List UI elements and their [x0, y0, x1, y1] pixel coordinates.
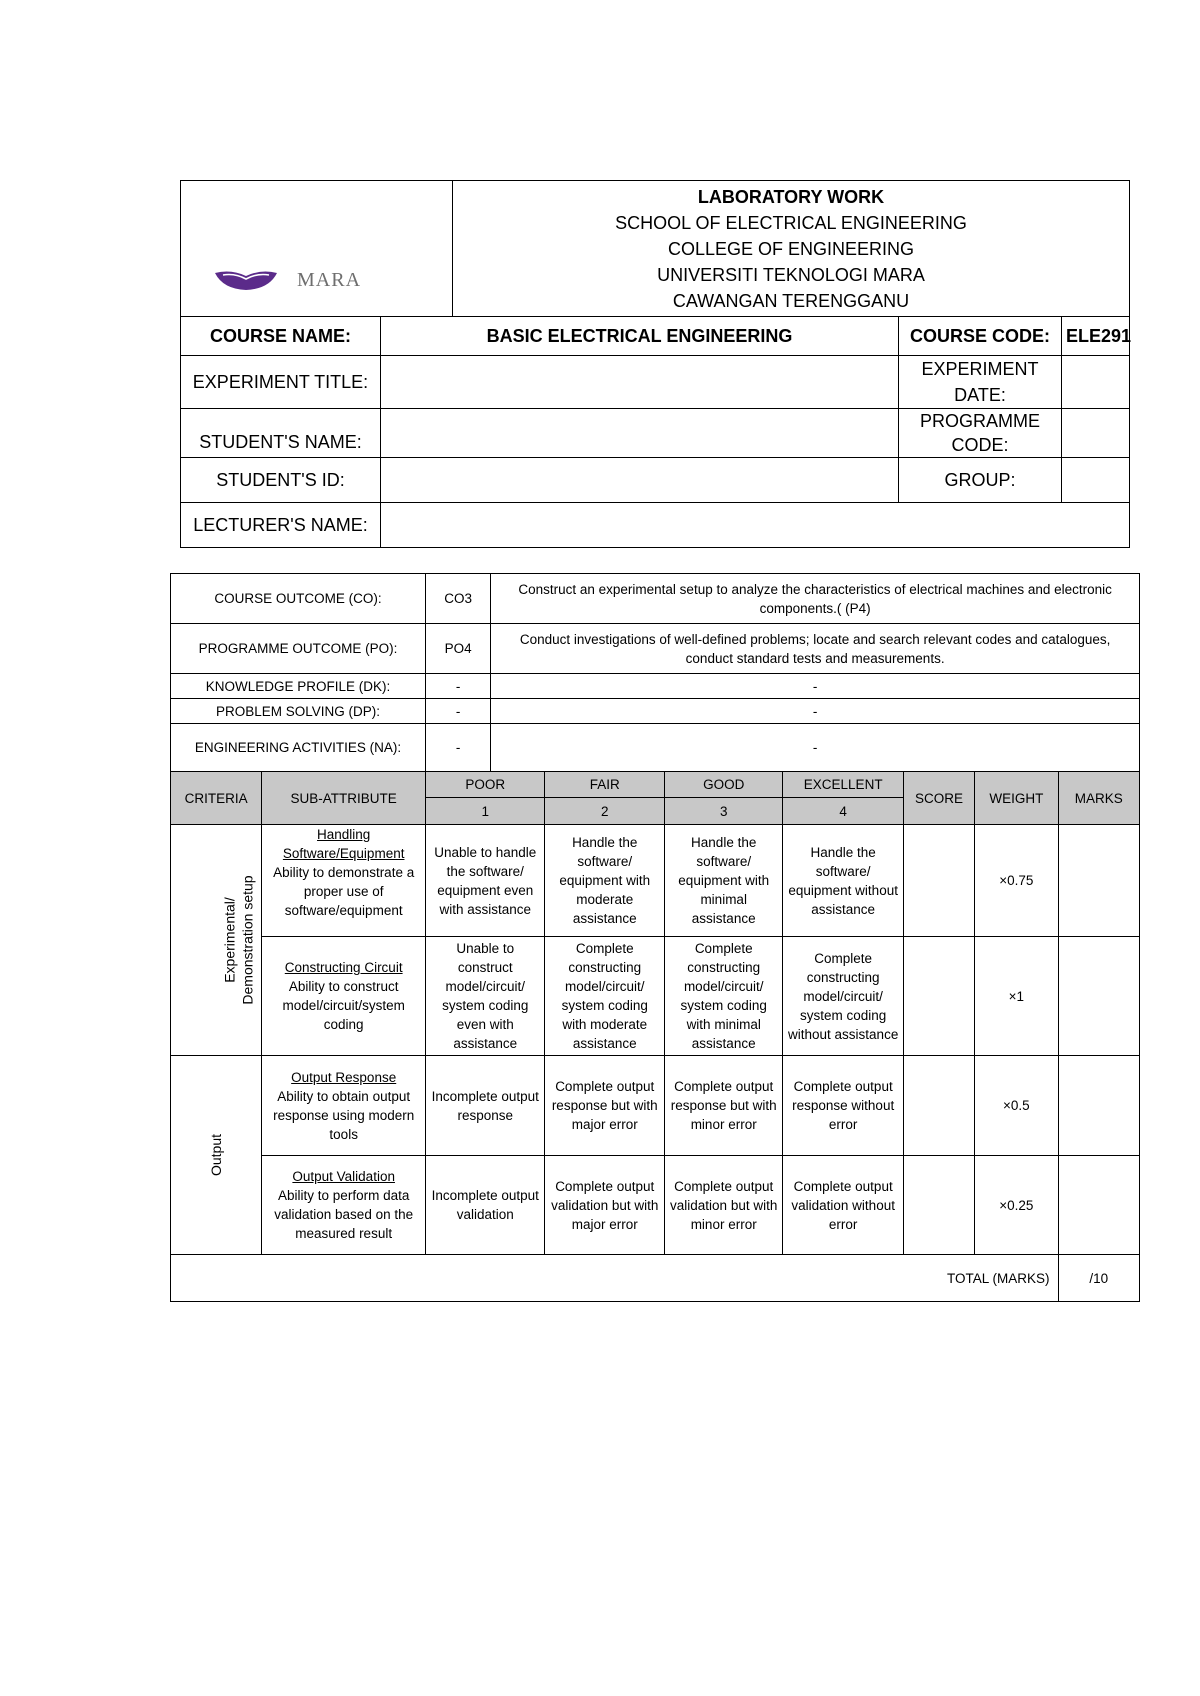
programme-outcome-text: Conduct investigations of well-defined problems; locate and search relevant codes and catalogues, conduct standard tests and measurements. [491, 624, 1140, 674]
university-line: UNIVERSITI TEKNOLOGI MARA [657, 264, 925, 285]
sub-attribute-constructing [262, 937, 426, 1056]
level-poor-header: POOR [426, 772, 545, 798]
level-fair-header: FAIR [545, 772, 664, 798]
students-id-field[interactable] [381, 458, 899, 503]
experiment-title-field[interactable] [381, 356, 899, 409]
sub-attribute-handling [262, 825, 426, 937]
course-outcome-label: COURSE OUTCOME (CO): [171, 574, 426, 624]
programme-code-field[interactable] [1062, 409, 1130, 458]
sub-attribute-header: SUB-ATTRIBUTE [262, 772, 426, 825]
students-name-field[interactable] [381, 409, 899, 458]
score-field[interactable] [903, 1056, 974, 1156]
problem-solving-code: - [426, 699, 491, 724]
criteria-output [171, 1056, 262, 1255]
level-excellent-desc: Complete output response without error [783, 1056, 903, 1156]
rubric-table [170, 573, 1140, 1302]
group-label: GROUP: [899, 458, 1062, 503]
level-excellent-score: 4 [783, 798, 903, 825]
level-poor-desc: Incomplete output validation [426, 1156, 545, 1255]
programme-code-label: PROGRAMME CODE: [899, 409, 1062, 458]
sub-attribute-output-validation [262, 1156, 426, 1255]
course-name-value: BASIC ELECTRICAL ENGINEERING [381, 317, 899, 356]
total-marks-label: TOTAL (MARKS) [171, 1255, 1059, 1302]
level-poor-desc: Incomplete output response [426, 1056, 545, 1156]
sub-attribute-title: Output Validation [292, 1169, 395, 1184]
knowledge-profile-code: - [426, 674, 491, 699]
weight-value: ×0.25 [975, 1156, 1058, 1255]
sub-attribute-desc: Ability to demonstrate a proper use of software/equipment [273, 865, 415, 918]
programme-outcome-code: PO4 [426, 624, 491, 674]
level-excellent-desc: Complete output validation without error [783, 1156, 903, 1255]
knowledge-profile-label: KNOWLEDGE PROFILE (DK): [171, 674, 426, 699]
course-outcome-text: Construct an experimental setup to analyze the characteristics of electrical machines and electronic components.( (P4) [491, 574, 1140, 624]
marks-field[interactable] [1058, 937, 1139, 1056]
level-excellent-desc: Complete constructing model/circuit/ system coding without assistance [783, 937, 903, 1056]
criteria-header: CRITERIA [171, 772, 262, 825]
knowledge-profile-text: - [491, 674, 1140, 699]
weight-header: WEIGHT [975, 772, 1058, 825]
level-fair-desc: Complete constructing model/circuit/ system coding with moderate assistance [545, 937, 664, 1056]
score-field[interactable] [903, 825, 974, 937]
criteria-name-vertical: Experimental/ Demonstration setup [221, 874, 256, 1005]
lecturers-name-label: LECTURER'S NAME: [181, 503, 381, 548]
students-name-label: STUDENT'S NAME: [181, 409, 381, 458]
course-name-label: COURSE NAME: [181, 317, 381, 356]
group-field[interactable] [1062, 458, 1130, 503]
level-good-desc: Handle the software/ equipment with minimal assistance [664, 825, 782, 937]
course-code-value: ELE291 [1062, 317, 1130, 356]
sub-attribute-title: Handling Software/Equipment [282, 827, 405, 861]
score-header: SCORE [903, 772, 974, 825]
school-line: SCHOOL OF ELECTRICAL ENGINEERING [615, 212, 967, 233]
marks-field[interactable] [1058, 1156, 1139, 1255]
course-code-label: COURSE CODE: [899, 317, 1062, 356]
level-good-desc: Complete output response but with minor error [664, 1056, 782, 1156]
sub-attribute-title: Output Response [291, 1069, 397, 1085]
sub-attribute-output-response [262, 1056, 426, 1156]
engineering-activities-text: - [491, 724, 1140, 772]
marks-field[interactable] [1058, 1056, 1139, 1156]
weight-value: ×0.5 [975, 1056, 1058, 1156]
criteria-experimental-setup [171, 825, 262, 1056]
marks-field[interactable] [1058, 825, 1139, 937]
level-fair-desc: Complete output response but with major error [545, 1056, 664, 1156]
problem-solving-text: - [491, 699, 1140, 724]
level-good-score: 3 [664, 798, 782, 825]
sub-attribute-desc: Ability to perform data validation based on the measured result [274, 1188, 414, 1241]
uitm-logo [213, 267, 361, 293]
page-title: LABORATORY WORK [697, 186, 885, 207]
level-fair-desc: Handle the software/ equipment with moderate assistance [545, 825, 664, 937]
level-fair-desc: Complete output validation but with major error [545, 1156, 664, 1255]
weight-value: ×0.75 [975, 825, 1058, 937]
title-block [453, 181, 1130, 317]
logo-text: MARA [297, 269, 362, 291]
engineering-activities-label: ENGINEERING ACTIVITIES (NA): [171, 724, 426, 772]
campus-line: CAWANGAN TERENGGANU [672, 290, 910, 311]
level-poor-desc: Unable to construct model/circuit/ system coding even with assistance [426, 937, 545, 1056]
criteria-name-vertical: Output [208, 1133, 225, 1176]
lab-header-table [180, 180, 1130, 548]
level-good-desc: Complete constructing model/circuit/ system coding with minimal assistance [664, 937, 782, 1056]
experiment-date-label: EXPERIMENT DATE: [899, 356, 1062, 409]
logo-cell [181, 181, 453, 317]
level-fair-score: 2 [545, 798, 664, 825]
score-field[interactable] [903, 937, 974, 1056]
level-poor-desc: Unable to handle the software/ equipment even with assistance [426, 825, 545, 937]
level-good-desc: Complete output validation but with minor error [664, 1156, 782, 1255]
students-id-label: STUDENT'S ID: [181, 458, 381, 503]
sub-attribute-title: Constructing Circuit [284, 960, 403, 975]
level-good-header: GOOD [664, 772, 782, 798]
marks-header: MARKS [1058, 772, 1139, 825]
sub-attribute-desc: Ability to construct model/circuit/system coding [282, 979, 405, 1032]
level-poor-score: 1 [426, 798, 545, 825]
total-marks-value[interactable]: /10 [1058, 1255, 1139, 1302]
sub-attribute-desc: Ability to obtain output response using modern tools [273, 1088, 415, 1142]
logo-emblem-icon [213, 269, 279, 291]
problem-solving-label: PROBLEM SOLVING (DP): [171, 699, 426, 724]
college-line: COLLEGE OF ENGINEERING [667, 238, 915, 259]
lecturers-name-field[interactable] [381, 503, 1130, 548]
level-excellent-desc: Handle the software/ equipment without assistance [783, 825, 903, 937]
level-excellent-header: EXCELLENT [783, 772, 903, 798]
course-outcome-code: CO3 [426, 574, 491, 624]
weight-value: ×1 [975, 937, 1058, 1056]
programme-outcome-label: PROGRAMME OUTCOME (PO): [171, 624, 426, 674]
experiment-title-label: EXPERIMENT TITLE: [181, 356, 381, 409]
score-field[interactable] [903, 1156, 974, 1255]
engineering-activities-code: - [426, 724, 491, 772]
experiment-date-field[interactable] [1062, 356, 1130, 409]
